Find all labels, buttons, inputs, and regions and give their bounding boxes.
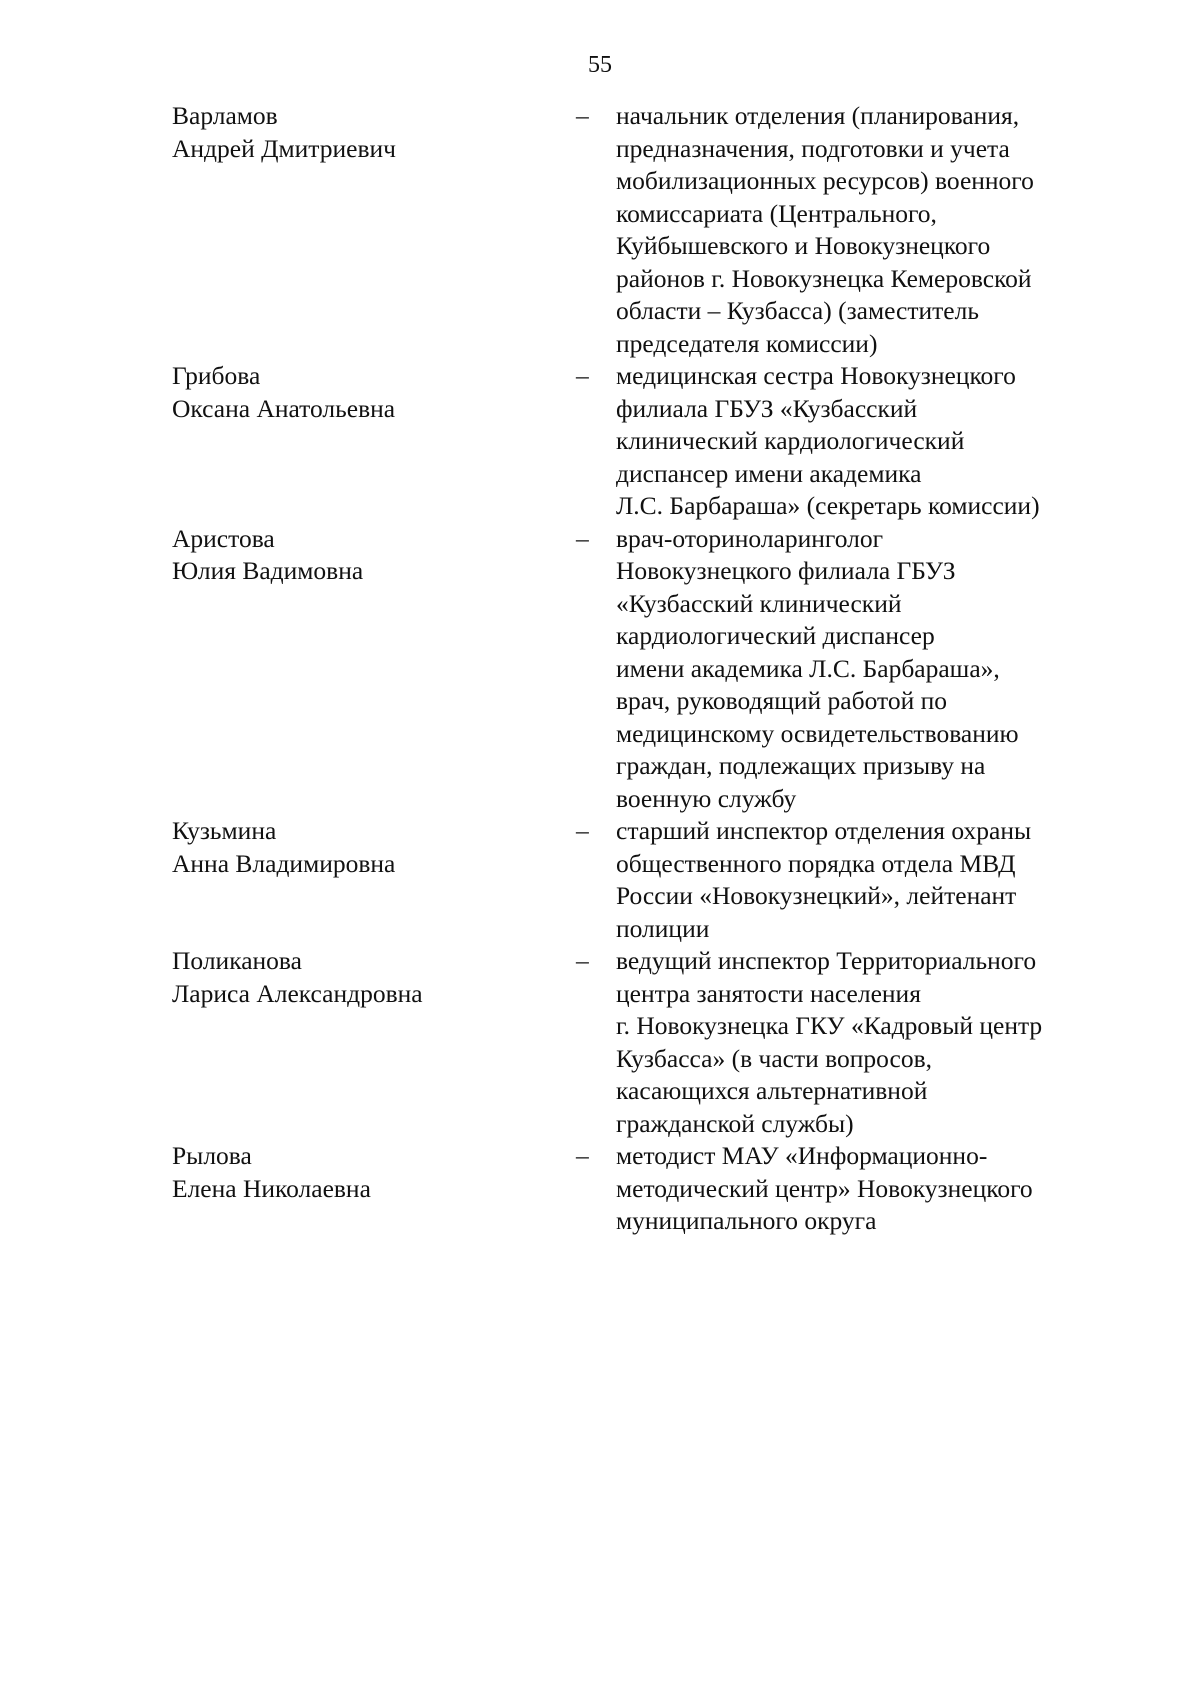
role-line: касающихся альтернативной [616, 1076, 928, 1105]
role-line: методический центр» Новокузнецкого [616, 1173, 1033, 1203]
role-line: мобилизационных ресурсов) военного [616, 166, 1034, 195]
member-dash: – [576, 523, 589, 553]
role-line: гражданской службы) [616, 1108, 854, 1138]
role-line: медицинская сестра Новокузнецкого [616, 361, 1016, 390]
member-entry [0, 815, 1200, 945]
role-line: клинический кардиологический [616, 426, 965, 455]
role-line: ведущий инспектор Территориального [616, 946, 1037, 975]
member-name [172, 360, 552, 425]
role-line: методист МАУ «Информационно- [616, 1141, 988, 1170]
role-line: медицинскому освидетельствованию [616, 718, 1019, 748]
role-line: диспансер имени академика [616, 458, 922, 488]
role-line: кардиологический диспансер [616, 621, 935, 650]
role-line: полиции [616, 913, 710, 943]
role-line: г. Новокузнецка ГКУ «Кадровый центр [616, 1011, 1043, 1040]
member-role [616, 100, 1096, 360]
member-surname: Поликанова [172, 946, 302, 975]
role-line: председателя комиссии) [616, 328, 878, 358]
role-line: имени академика Л.С. Барбараша», [616, 653, 1000, 683]
member-entry [0, 1140, 1200, 1238]
member-name [172, 523, 552, 588]
role-line: России «Новокузнецкий», лейтенант [616, 881, 1017, 910]
role-line: общественного порядка отдела МВД [616, 848, 1016, 878]
member-surname: Варламов [172, 101, 278, 130]
role-line: Новокузнецкого филиала ГБУЗ [616, 556, 956, 585]
role-line: старший инспектор отделения охраны [616, 816, 1032, 845]
member-name [172, 945, 552, 1010]
role-line: начальник отделения (планирования, [616, 101, 1020, 130]
member-list [0, 100, 1200, 1238]
role-line: Л.С. Барбараша» (секретарь комиссии) [616, 491, 1040, 520]
member-role [616, 945, 1096, 1140]
role-line: филиала ГБУЗ «Кузбасский [616, 393, 918, 423]
role-line: врач, руководящий работой по [616, 686, 947, 715]
member-surname: Кузьмина [172, 816, 277, 845]
role-line: «Кузбасский клинический [616, 588, 902, 618]
member-given-names: Лариса Александровна [172, 978, 423, 1008]
member-entry [0, 945, 1200, 1140]
member-name [172, 100, 552, 165]
member-surname: Грибова [172, 361, 261, 390]
member-entry [0, 523, 1200, 816]
member-given-names: Оксана Анатольевна [172, 393, 396, 423]
member-given-names: Анна Владимировна [172, 848, 396, 878]
member-given-names: Юлия Вадимовна [172, 556, 364, 585]
member-dash: – [576, 101, 589, 130]
member-entry [0, 360, 1200, 523]
role-line: Кузбасса» (в части вопросов, [616, 1043, 933, 1073]
page-number: 55 [588, 52, 612, 78]
role-line: врач-оториноларинголог [616, 523, 884, 553]
member-surname: Аристова [172, 523, 275, 553]
member-dash: – [576, 1141, 589, 1170]
member-dash: – [576, 946, 589, 975]
role-line: предназначения, подготовки и учета [616, 133, 1010, 163]
role-line: комиссариата (Центрального, [616, 198, 937, 228]
member-given-names: Андрей Дмитриевич [172, 133, 396, 163]
role-line: муниципального округа [616, 1206, 877, 1235]
role-line: области – Кузбасса) (заместитель [616, 296, 979, 325]
member-name [172, 815, 552, 880]
member-given-names: Елена Николаевна [172, 1173, 371, 1203]
member-name [172, 1140, 552, 1205]
role-line: Куйбышевского и Новокузнецкого [616, 231, 991, 260]
member-role [616, 360, 1096, 523]
member-role [616, 815, 1096, 945]
role-line: районов г. Новокузнецка Кемеровской [616, 263, 1032, 293]
member-surname: Рылова [172, 1141, 252, 1170]
member-role [616, 523, 1096, 816]
role-line: граждан, подлежащих призыву на [616, 751, 986, 780]
role-line: военную службу [616, 783, 797, 813]
member-dash: – [576, 816, 589, 845]
member-role [616, 1140, 1096, 1238]
member-entry [0, 100, 1200, 360]
member-dash: – [576, 361, 589, 390]
role-line: центра занятости населения [616, 978, 921, 1008]
